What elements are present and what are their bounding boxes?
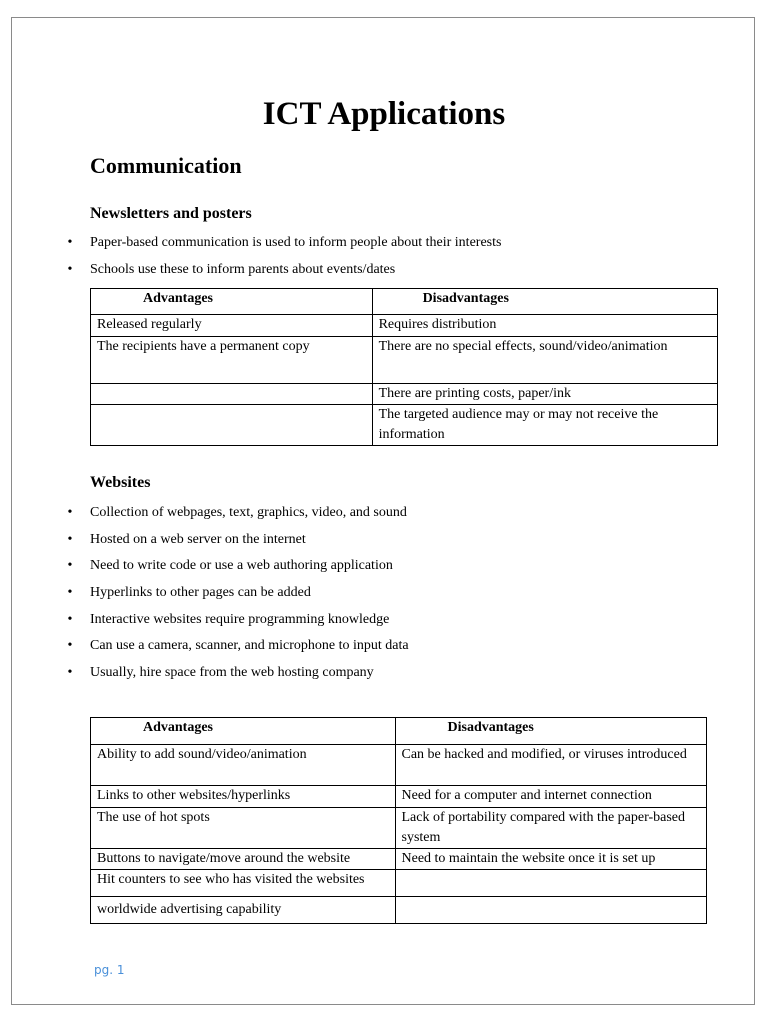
- bullet-icon: •: [67, 505, 73, 520]
- advantages-header: Advantages: [91, 289, 373, 315]
- list-item: [0, 610, 740, 637]
- table-cell: Hit counters to see who has visited the websites: [91, 870, 396, 897]
- list-item: [0, 503, 740, 530]
- section-heading: Communication: [90, 153, 242, 178]
- advantages-header: Advantages: [91, 718, 396, 745]
- table-header-row: [91, 289, 718, 315]
- table-cell: Need for a computer and internet connection: [395, 786, 707, 808]
- table-row: [91, 384, 718, 405]
- table-header-row: [91, 718, 707, 745]
- list-item: [0, 583, 740, 610]
- table-row: [91, 786, 707, 808]
- list-item-text: Interactive websites require programming knowledge: [90, 611, 390, 627]
- table-row: [91, 745, 707, 786]
- document-title: ICT Applications: [262, 96, 506, 132]
- list-item: [0, 233, 740, 260]
- bullet-icon: •: [67, 558, 73, 574]
- table-cell: The recipients have a permanent copy: [91, 337, 373, 384]
- newsletters-table: [90, 288, 718, 446]
- list-item: [0, 556, 740, 583]
- table-cell: Need to maintain the website once it is set up: [395, 849, 707, 870]
- table-cell: The targeted audience may or may not receive the information: [372, 405, 717, 446]
- list-item-text: Schools use these to inform parents about events/dates: [90, 262, 396, 277]
- disadvantages-header: Disadvantages: [395, 718, 707, 745]
- table-row: [91, 315, 718, 337]
- table-row: [91, 808, 707, 849]
- table-cell: Requires distribution: [372, 315, 717, 337]
- table-cell: The use of hot spots: [91, 808, 396, 849]
- bullet-icon: •: [67, 235, 73, 250]
- list-item-text: Hosted on a web server on the internet: [90, 531, 306, 547]
- table-cell: Lack of portability compared with the paper-based system: [395, 808, 707, 849]
- table-cell: [395, 870, 707, 897]
- table-row: [91, 337, 718, 384]
- websites-table: [90, 717, 707, 924]
- list-item: [0, 260, 740, 287]
- list-item-text: Collection of webpages, text, graphics, video, and sound: [90, 505, 407, 520]
- table-cell: There are no special effects, sound/video/animation: [372, 337, 717, 384]
- table-row: [91, 849, 707, 870]
- websites-heading: Websites: [90, 474, 151, 491]
- table-cell: [91, 384, 373, 405]
- newsletters-bullet-list: [0, 233, 740, 287]
- table-cell: worldwide advertising capability: [91, 897, 396, 924]
- table-cell: Buttons to navigate/move around the website: [91, 849, 396, 870]
- bullet-icon: •: [67, 585, 73, 601]
- newsletters-heading: Newsletters and posters: [90, 205, 252, 222]
- table-cell: [395, 897, 707, 924]
- page-number: pg. 1: [94, 963, 125, 977]
- list-item-text: Hyperlinks to other pages can be added: [90, 585, 311, 601]
- bullet-icon: •: [67, 638, 73, 654]
- table-row: [91, 405, 718, 446]
- bullet-icon: •: [67, 611, 73, 627]
- list-item-text: Paper-based communication is used to inform people about their interests: [90, 235, 502, 250]
- table-row: [91, 897, 707, 924]
- table-cell: [91, 405, 373, 446]
- disadvantages-header: Disadvantages: [372, 289, 717, 315]
- table-cell: There are printing costs, paper/ink: [372, 384, 717, 405]
- table-cell: Released regularly: [91, 315, 373, 337]
- list-item: [0, 530, 740, 557]
- table-cell: Can be hacked and modified, or viruses introduced: [395, 745, 707, 786]
- list-item-text: Need to write code or use a web authoring application: [90, 558, 393, 574]
- websites-bullet-list: [0, 503, 740, 690]
- table-row: [91, 870, 707, 897]
- list-item: [0, 636, 740, 663]
- list-item-text: Usually, hire space from the web hosting company: [90, 665, 374, 681]
- list-item-text: Can use a camera, scanner, and microphone to input data: [90, 638, 409, 654]
- bullet-icon: •: [67, 665, 73, 681]
- table-cell: Ability to add sound/video/animation: [91, 745, 396, 786]
- table-cell: Links to other websites/hyperlinks: [91, 786, 396, 808]
- bullet-icon: •: [67, 531, 73, 547]
- bullet-icon: •: [67, 262, 73, 277]
- list-item: [0, 663, 740, 690]
